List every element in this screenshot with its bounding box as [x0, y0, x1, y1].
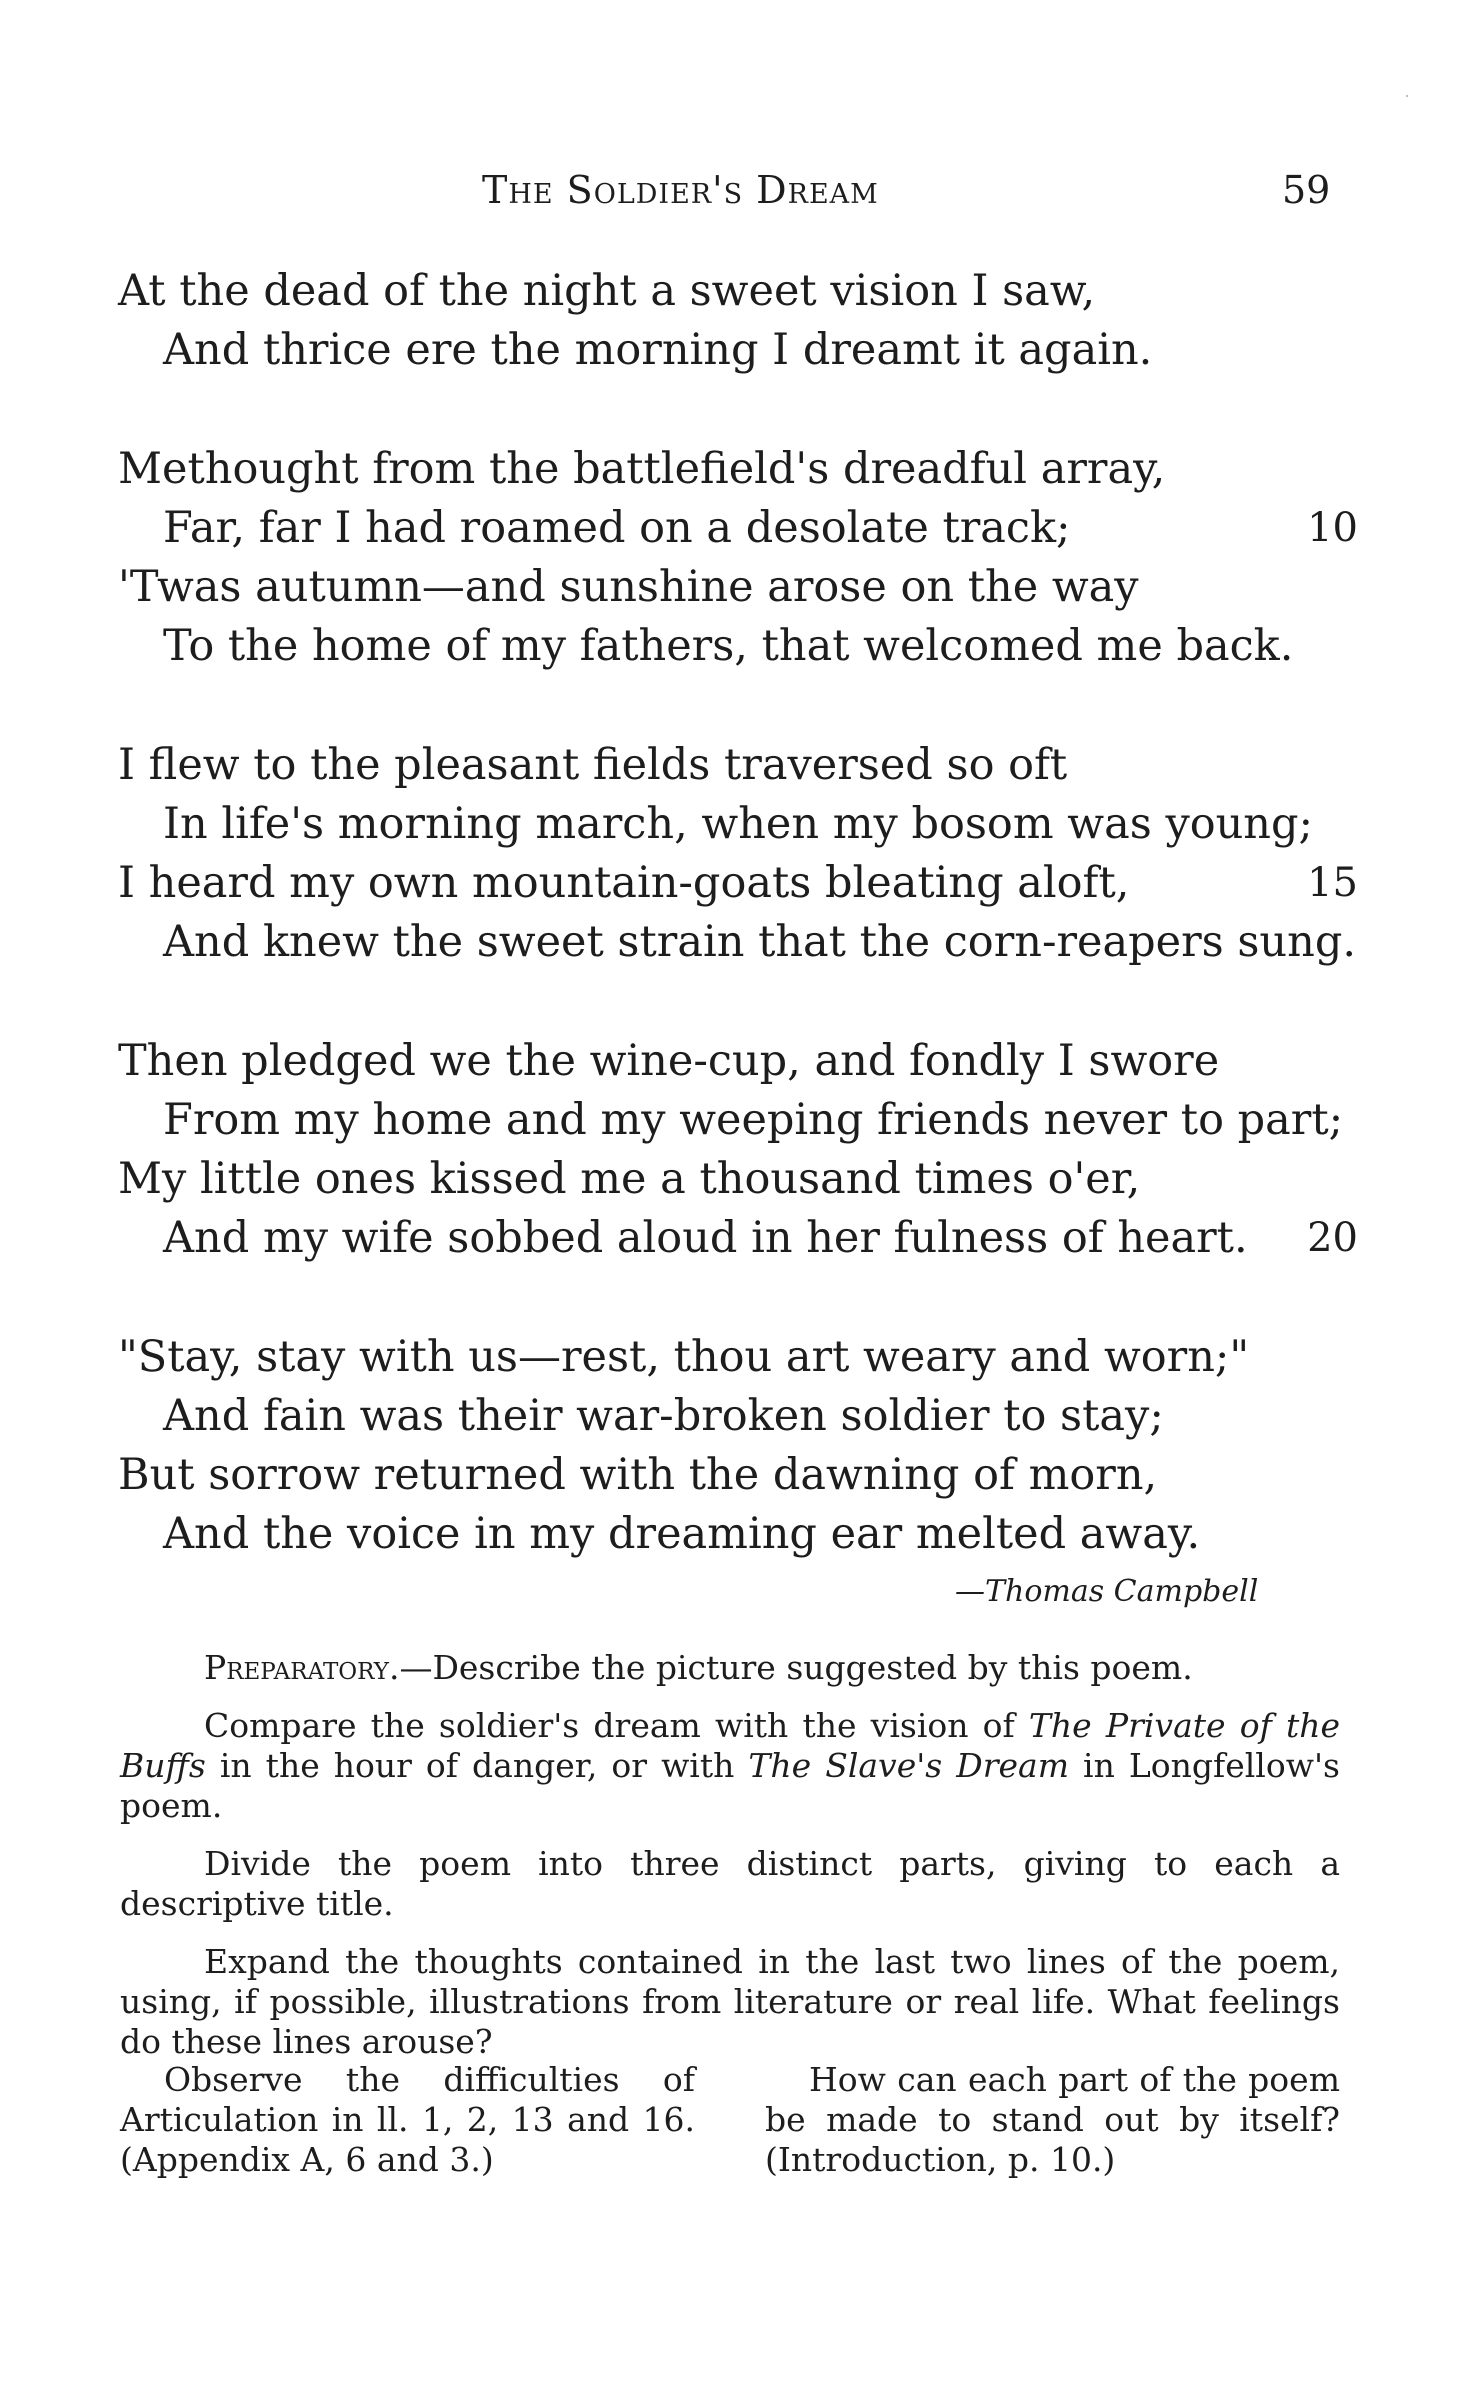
line-number: 10 [1307, 505, 1358, 551]
poem-line-1: At the dead of the night a sweet vision I saw, [118, 266, 1096, 316]
poem-line-22: And fain was their war-broken soldier to stay; [163, 1391, 1164, 1441]
poem-attribution: —Thomas Campbell [955, 1574, 1259, 1609]
note-stand-out [765, 2060, 1340, 2180]
note-articulation [120, 2060, 695, 2180]
poem-line-text: I heard my own mountain-goats bleating aloft, [118, 858, 1130, 908]
page-header [0, 168, 1482, 218]
poem-line-23: But sorrow returned with the dawning of morn, [118, 1450, 1158, 1500]
poem-line-12: To the home of my fathers, that welcomed me back. [163, 621, 1294, 671]
poem-line-17: Then pledged we the wine-cup, and fondly I swore [118, 1036, 1220, 1086]
stanza-break [118, 676, 1358, 736]
note-text: Observe the difficulties of Articulation in ll. 1, 2, 13 and 16. (Appendix A, 6 and 3.) [120, 2060, 695, 2179]
note-title: The Private of the Buffs [120, 1706, 1340, 1785]
margin-speck [1406, 95, 1408, 97]
running-title: The Soldier's Dream [482, 168, 879, 212]
poem [118, 262, 1358, 1564]
poem-line-9: Methought from the battlefield's dreadful array, [118, 444, 1166, 494]
study-notes-columns [120, 2060, 1340, 2180]
note-expand: Expand the thoughts contained in the last two lines of the poem, using, if possible, illustrations from literature or real life. What feelings do these lines arouse? [120, 1942, 1340, 2061]
line-number: 20 [1307, 1215, 1358, 1261]
poem-line-16: And knew the sweet strain that the corn-reapers sung. [163, 917, 1357, 967]
note-label: Preparatory. [204, 1648, 400, 1687]
page-number: 59 [1282, 168, 1331, 212]
stanza-break [118, 380, 1358, 440]
stanza-break [118, 972, 1358, 1032]
note-text: How can each part of the poem be made to stand out by itself? (Introduction, p. 10.) [765, 2060, 1340, 2179]
poem-line-11: 'Twas autumn—and sunshine arose on the way [118, 562, 1139, 612]
line-number: 15 [1307, 860, 1358, 906]
poem-line-19: My little ones kissed me a thousand times o'er, [118, 1154, 1141, 1204]
poem-line-2: And thrice ere the morning I dreamt it again. [163, 325, 1153, 375]
poem-line-18: From my home and my weeping friends never to part; [163, 1095, 1344, 1145]
poem-line-13: I flew to the pleasant fields traversed so oft [118, 740, 1068, 790]
poem-line-20 [118, 1209, 1358, 1268]
note-text: Compare the soldier's dream with the vision of [204, 1706, 1029, 1745]
stanza-break [118, 1268, 1358, 1328]
note-preparatory [120, 1648, 1340, 1688]
note-divide: Divide the poem into three distinct parts, giving to each a descriptive title. [120, 1844, 1340, 1923]
poem-line-14: In life's morning march, when my bosom was young; [163, 799, 1314, 849]
note-compare [120, 1706, 1340, 1826]
note-text: in the hour of danger, or with [205, 1746, 749, 1785]
poem-line-21: "Stay, stay with us—rest, thou art weary and worn;" [118, 1332, 1250, 1382]
note-title: The Slave's Dream [748, 1746, 1069, 1785]
poem-line-text: Far, far I had roamed on a desolate track; [163, 503, 1071, 553]
poem-line-15 [118, 854, 1358, 913]
poem-line-10 [118, 499, 1358, 558]
study-notes [120, 1648, 1340, 2080]
note-text: —Describe the picture suggested by this poem. [399, 1648, 1193, 1687]
note-text: in Longfellow's poem. [120, 1746, 1340, 1825]
poem-line-24: And the voice in my dreaming ear melted away. [163, 1509, 1201, 1559]
poem-line-text: And my wife sobbed aloud in her fulness of heart. [163, 1213, 1248, 1263]
